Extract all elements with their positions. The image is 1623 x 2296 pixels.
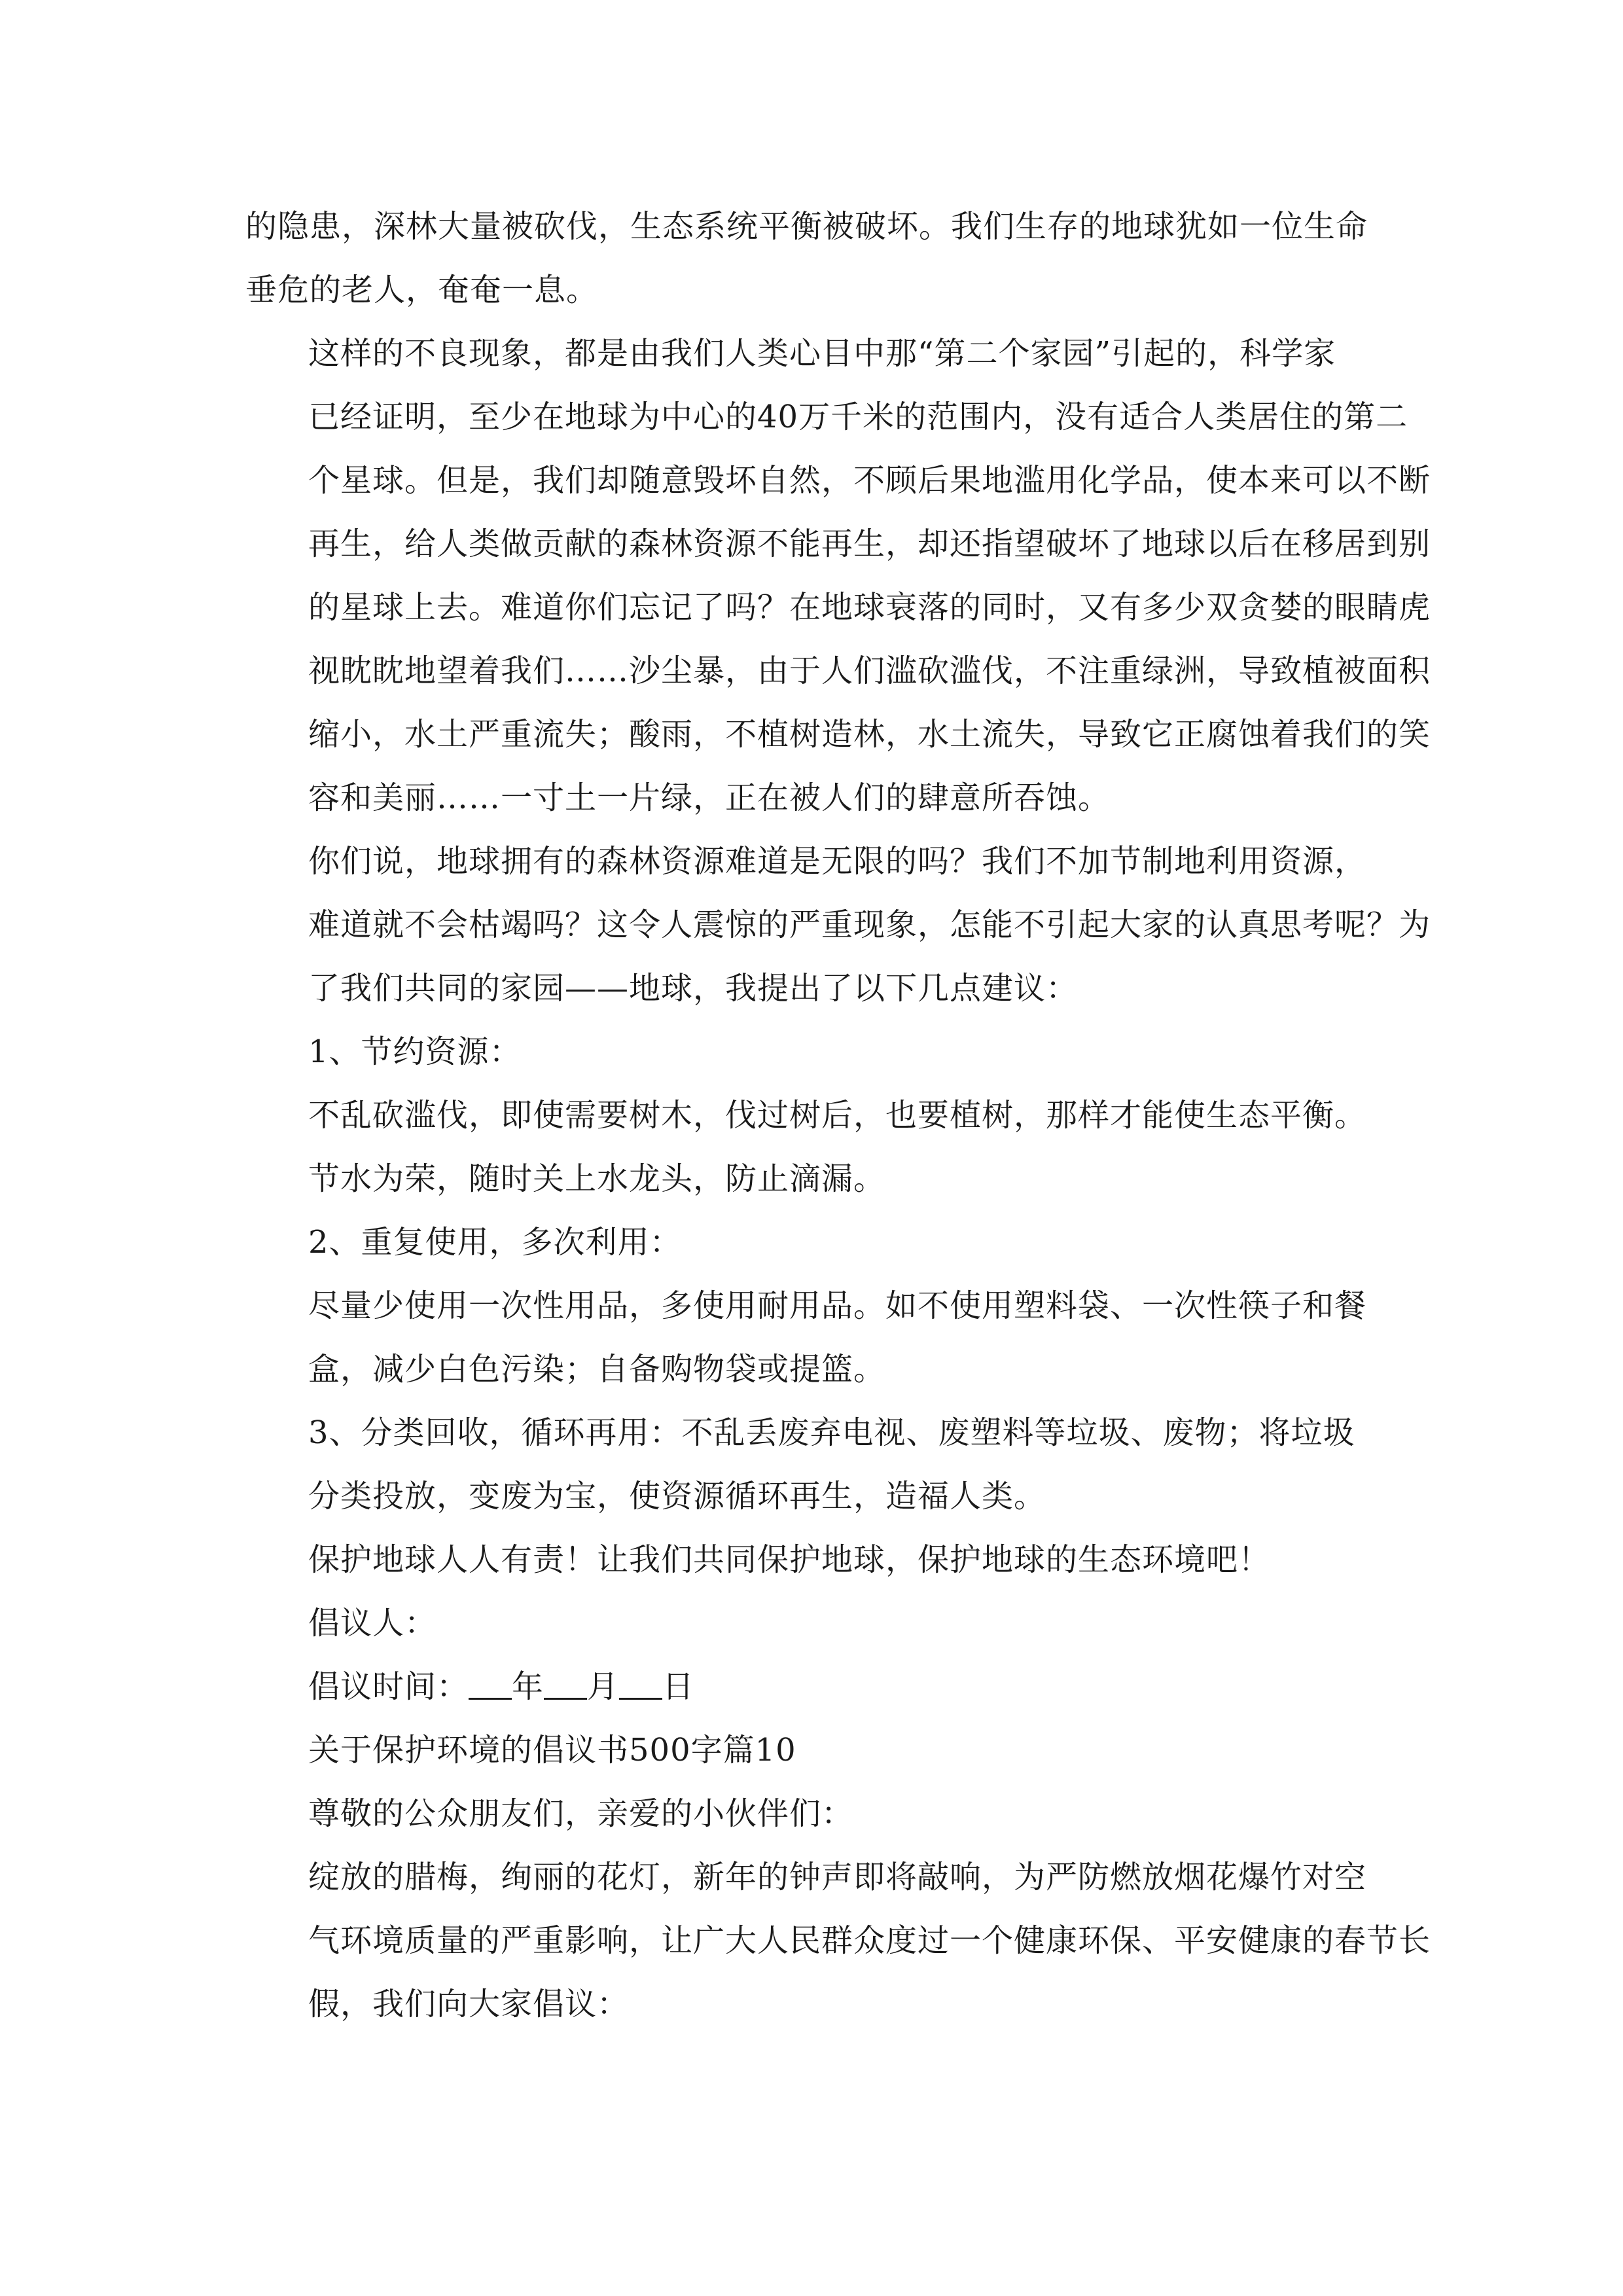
text-line: 3、分类回收，循环再用：不乱丢废弃电视、废塑料等垃圾、废物；将垃圾 [308, 1414, 1355, 1451]
text-line: 视眈眈地望着我们……沙尘暴，由于人们滥砍滥伐，不注重绿洲，导致植被面积 [308, 653, 1431, 689]
text-line: 个星球。但是，我们却随意毁坏自然，不顾后果地滥用化学品，使本来可以不断 [308, 462, 1431, 499]
paragraph-p6 [245, 1211, 1381, 1274]
text-line: 2、重复使用，多次利用： [308, 1224, 682, 1261]
paragraph-p4 [245, 1020, 1381, 1084]
text-line: 尽量少使用一次性用品，多使用耐用品。如不使用塑料袋、一次性筷子和餐 [308, 1287, 1367, 1324]
paragraph-p8 [245, 1401, 1381, 1528]
date-label: 倡议时间： [308, 1668, 469, 1705]
year-label: 年 [512, 1668, 544, 1705]
text-line: 分类投放，变废为宝，使资源循环再生，造福人类。 [308, 1478, 1046, 1515]
paragraph-p9 [245, 1528, 1381, 1592]
text-line: 关于保护环境的倡议书500字篇10 [308, 1732, 796, 1768]
text-line: 的隐患，深林大量被砍伐，生态系统平衡被破坏。我们生存的地球犹如一位生命 [245, 208, 1368, 245]
paragraph-p5 [245, 1084, 1381, 1211]
text-line: 节水为荣，随时关上水龙头，防止滴漏。 [308, 1160, 886, 1197]
paragraph-p1 [245, 195, 1381, 322]
text-line: 尊敬的公众朋友们，亲爱的小伙伴们： [308, 1795, 854, 1832]
text-line: 保护地球人人有责！让我们共同保护地球，保护地球的生态环境吧！ [308, 1541, 1271, 1578]
paragraph-p13 [245, 1782, 1381, 1846]
text-line: 再生，给人类做贡献的森林资源不能再生，却还指望破坏了地球以后在移居到别 [308, 526, 1431, 562]
document-body [245, 195, 1431, 2036]
text-line: 盒，减少白色污染；自备购物袋或提篮。 [308, 1351, 886, 1388]
paragraph-p10 [245, 1592, 1381, 1655]
text-line: 垂危的老人，奄奄一息。 [245, 272, 599, 308]
day-label: 日 [662, 1668, 695, 1705]
month-blank [544, 1666, 587, 1700]
text-line: 你们说，地球拥有的森林资源难道是无限的吗？我们不加节制地利用资源， [308, 843, 1367, 880]
text-line: 已经证明，至少在地球为中心的40万千米的范围内，没有适合人类居住的第二 [308, 399, 1408, 435]
text-line: 不乱砍滥伐，即使需要树木，伐过树后，也要植树，那样才能使生态平衡。 [308, 1097, 1367, 1134]
paragraph-p2 [245, 322, 1431, 830]
text-line: 气环境质量的严重影响，让广大人民群众度过一个健康环保、平安健康的春节长 [308, 1922, 1431, 1959]
paragraphs-section-a [245, 195, 1431, 1655]
year-blank [469, 1666, 512, 1700]
paragraph-p7 [245, 1274, 1381, 1401]
text-line: 缩小，水土严重流失；酸雨，不植树造林，水土流失，导致它正腐蚀着我们的笑 [308, 716, 1431, 753]
text-line: 绽放的腊梅，绚丽的花灯，新年的钟声即将敲响，为严防燃放烟花爆竹对空 [308, 1859, 1367, 1895]
month-label: 月 [587, 1668, 620, 1705]
text-line: 了我们共同的家园——地球，我提出了以下几点建议： [308, 970, 1079, 1007]
text-line: 的星球上去。难道你们忘记了吗？在地球衰落的同时，又有多少双贪婪的眼睛虎 [308, 589, 1431, 626]
day-blank [619, 1666, 662, 1700]
date-line [245, 1655, 1381, 1719]
paragraph-p3 [245, 830, 1431, 1020]
text-line: 1、节约资源： [308, 1033, 522, 1070]
paragraphs-section-b [245, 1719, 1431, 2036]
text-line: 容和美丽……一寸土一片绿，正在被人们的肆意所吞蚀。 [308, 780, 1111, 816]
text-line: 假，我们向大家倡议： [308, 1986, 630, 2022]
text-line: 倡议人： [308, 1605, 437, 1641]
text-line: 这样的不良现象，都是由我们人类心目中那“第二个家园”引起的，科学家 [308, 335, 1336, 372]
paragraph-p12 [245, 1719, 1381, 1782]
paragraph-p14 [245, 1846, 1431, 2036]
text-line: 难道就不会枯竭吗？这令人震惊的严重现象，怎能不引起大家的认真思考呢？为 [308, 906, 1431, 943]
